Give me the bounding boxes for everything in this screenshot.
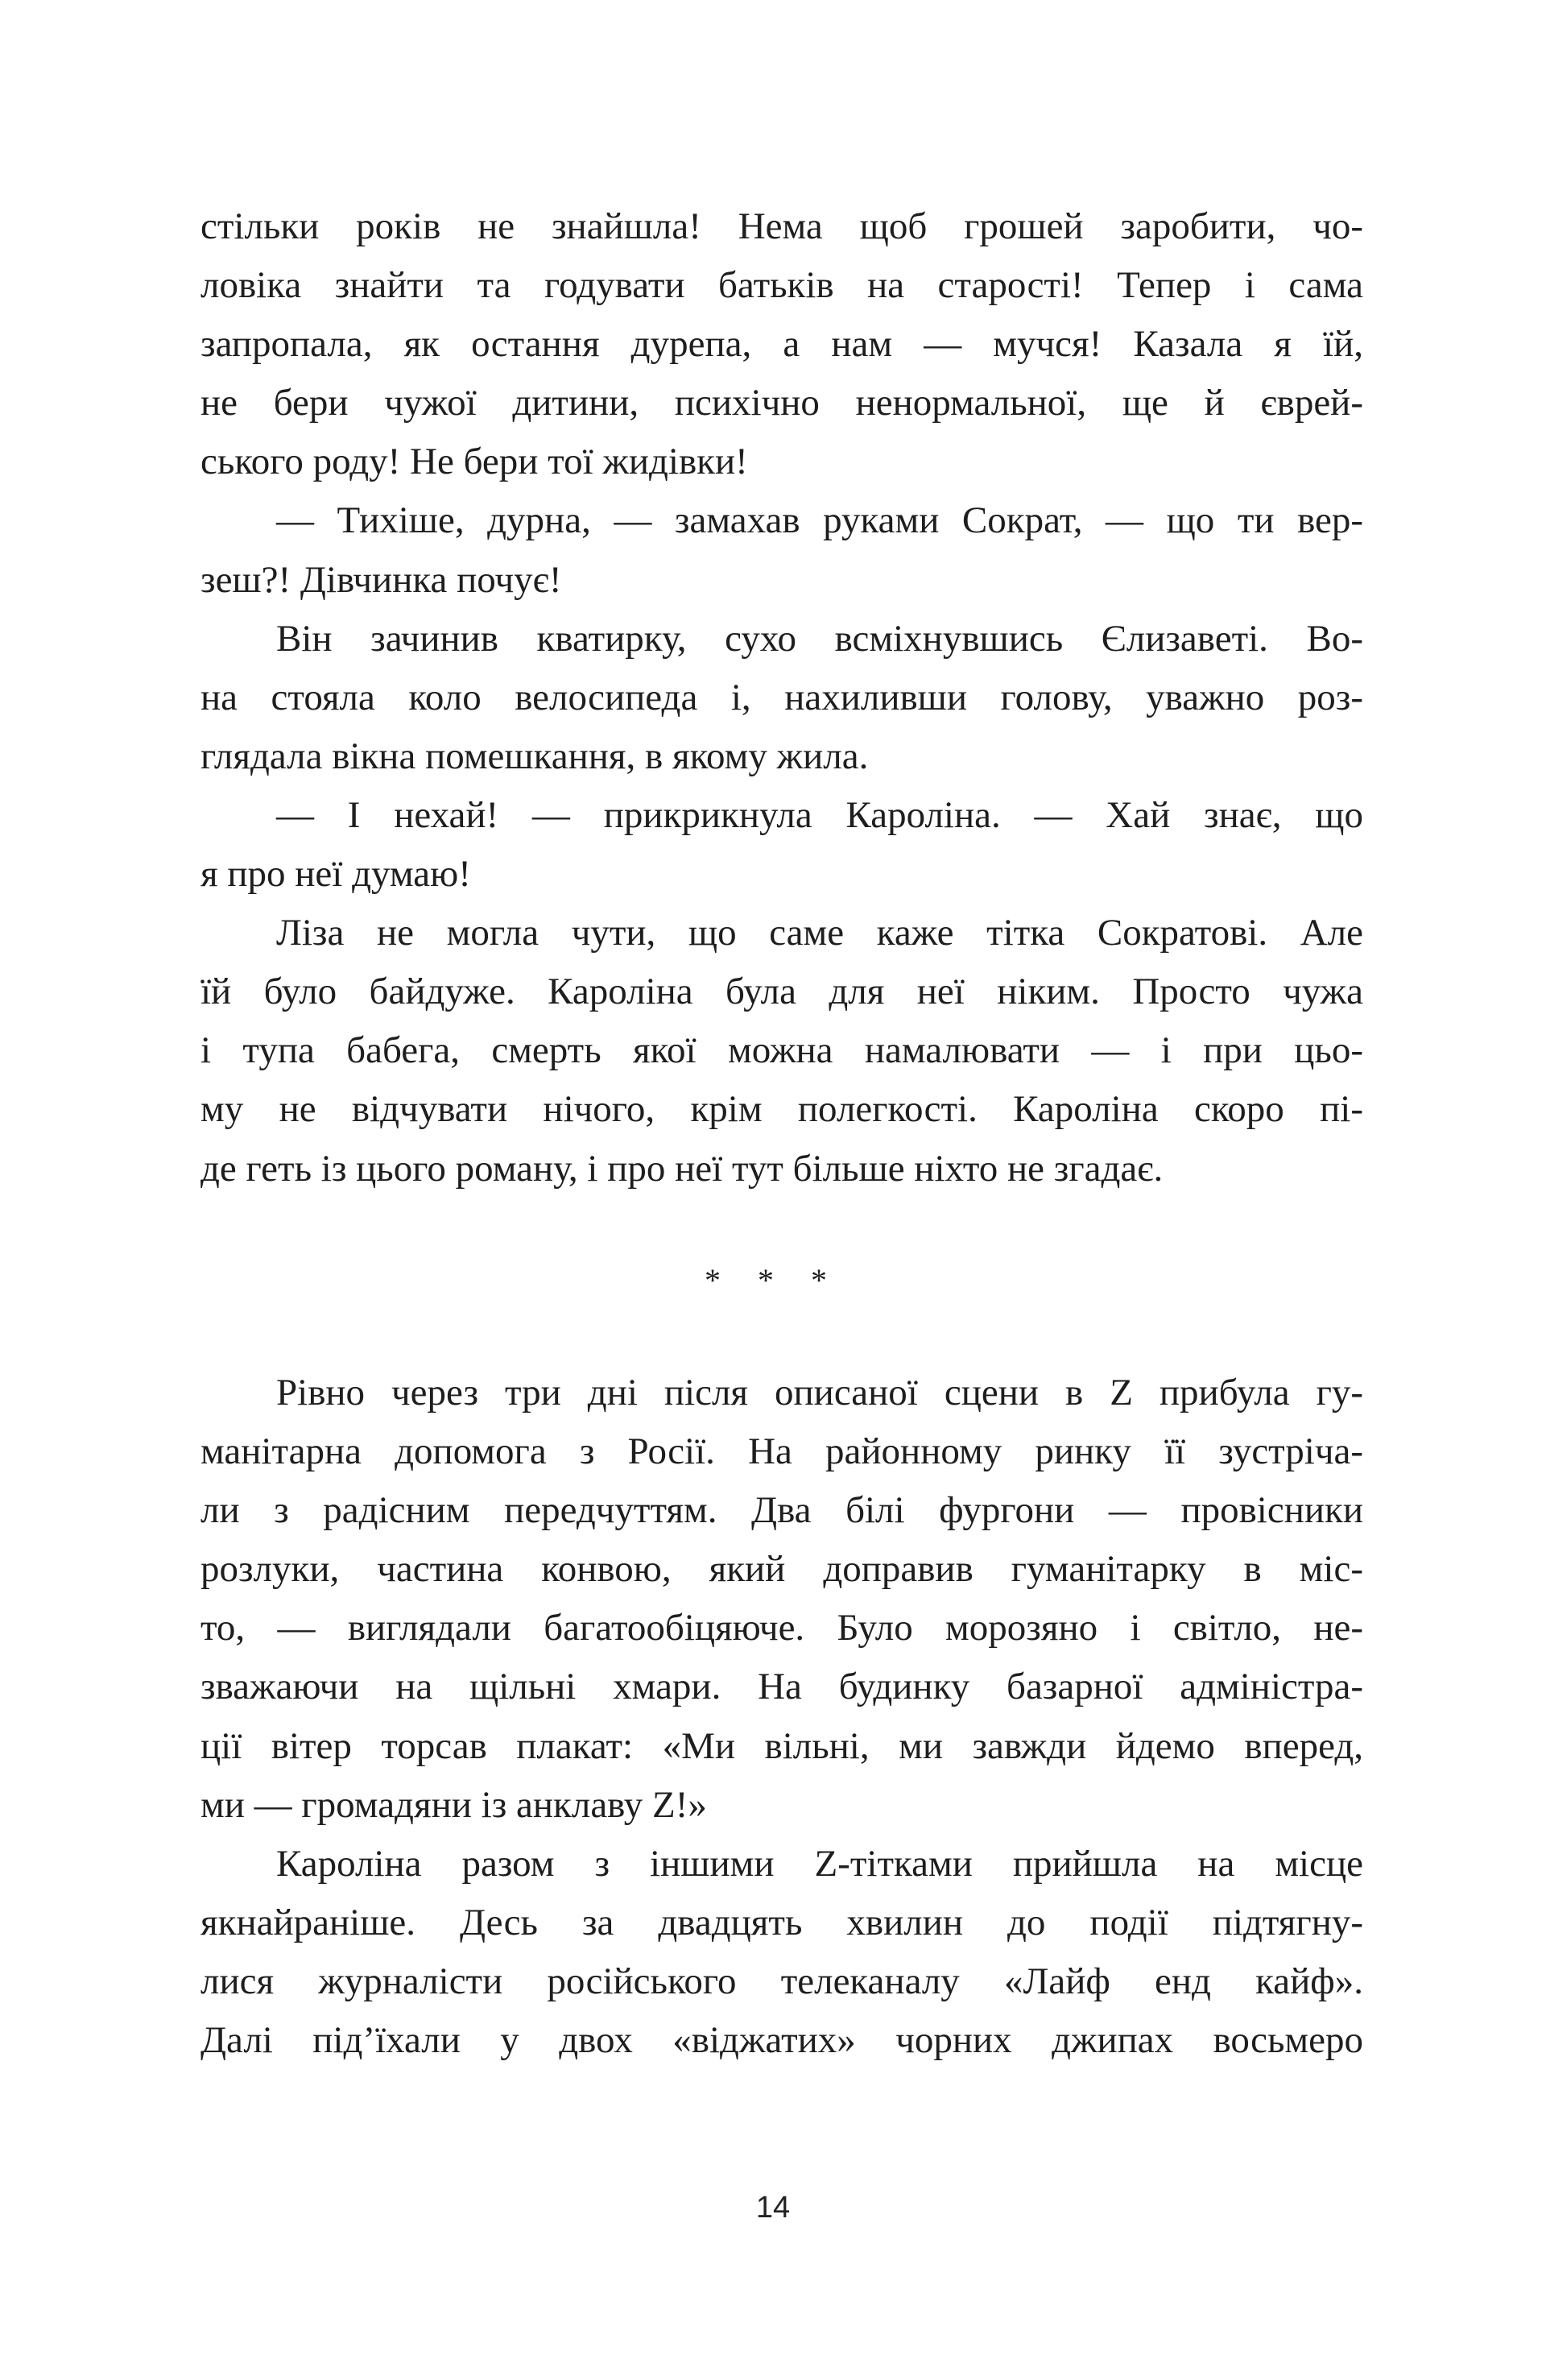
text-line: Далі під’їхали у двох «віджатих» чорних джипах восьмеро xyxy=(200,2019,1363,2062)
text-line: ми — громадяни із анклаву Z!» xyxy=(200,1783,707,1826)
text-line: глядала вікна помешкання, в якому жила. xyxy=(200,735,869,777)
text-line: Він зачинив кватирку, сухо всміхнувшись Єлизаветі. Во- xyxy=(276,617,1363,660)
text-line: розлуки, частина конвою, який доправив гуманітарку в міс- xyxy=(200,1548,1363,1591)
text-line: де геть із цього роману, і про неї тут більше ніхто не згадає. xyxy=(200,1147,1164,1190)
text-line: зважаючи на щільні хмари. На будинку базарної адміністра- xyxy=(200,1666,1363,1708)
text-line: то, — виглядали багатообіцяюче. Було морозяно і світло, не- xyxy=(200,1607,1363,1649)
text-line: манітарна допомога з Росії. На районному ринку її зустріча- xyxy=(200,1430,1363,1473)
text-line: на стояла коло велосипеда і, нахиливши голову, уважно роз- xyxy=(200,676,1363,718)
text-line: стільки років не знайшла! Нема щоб грошей заробити, чо- xyxy=(200,205,1363,247)
text-line: Кароліна разом з іншими Z-тітками прийшла на місце xyxy=(276,1842,1363,1885)
text-line: запропала, як остання дурепа, а нам — мучся! Казала я їй, xyxy=(200,323,1363,366)
text-line: я про неї думаю! xyxy=(200,853,471,896)
text-section-1 xyxy=(200,197,1363,1198)
text-line: ського роду! Не бери тої жидівки! xyxy=(200,441,748,483)
text-line: якнайраніше. Десь за двадцять хвилин до події підтягну- xyxy=(200,1901,1363,1943)
text-line: ції вітер торсав плакат: «Ми вільні, ми завжди йдемо вперед, xyxy=(200,1724,1363,1767)
text-line: му не відчувати нічого, крім полегкості. Кароліна скоро пі- xyxy=(200,1088,1363,1131)
section-separator: * * * xyxy=(705,1262,841,1298)
text-section-2 xyxy=(200,1364,1363,2070)
text-line: Рівно через три дні після описаної сцени в Z прибула гу- xyxy=(276,1372,1363,1414)
text-line: ловіка знайти та годувати батьків на старості! Тепер і сама xyxy=(200,264,1363,307)
text-line: їй було байдуже. Кароліна була для неї ніким. Просто чужа xyxy=(200,971,1363,1013)
text-line: Ліза не могла чути, що саме каже тітка Сократові. Але xyxy=(276,912,1363,954)
text-line: лися журналісти російського телеканалу «Лайф енд кайф». xyxy=(200,1960,1363,2002)
text-line: і тупа бабега, смерть якої можна намалювати — і при цьо- xyxy=(200,1029,1363,1072)
text-line: — Тихіше, дурна, — замахав руками Сократ, — що ти вер- xyxy=(276,499,1363,542)
text-line: не бери чужої дитини, психічно ненормальної, ще й єврей- xyxy=(200,382,1363,424)
text-line: зеш?! Дівчинка почує! xyxy=(200,558,562,601)
page-number: 14 xyxy=(755,2191,791,2225)
text-line: — І нехай! — прикрикнула Кароліна. — Хай знає, що xyxy=(276,793,1363,836)
text-line: ли з радісним передчуттям. Два білі фургони — провісники xyxy=(200,1489,1363,1532)
